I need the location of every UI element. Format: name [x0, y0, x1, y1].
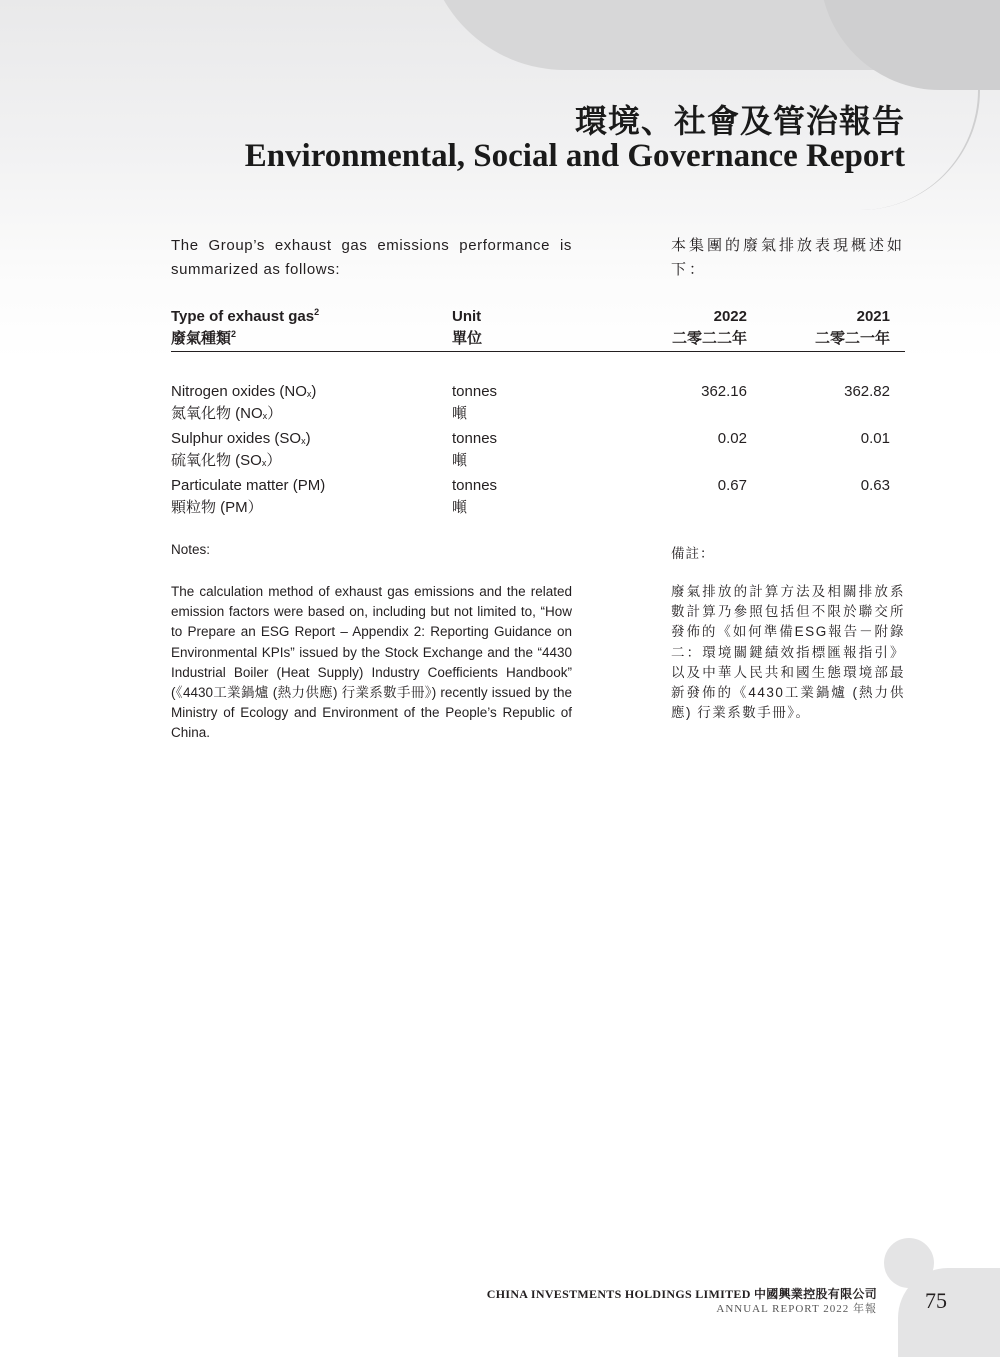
footnote-marker: 2 [314, 307, 320, 317]
footer-report-label: ANNUAL REPORT 2022 年報 [716, 1303, 877, 1315]
report-title-en: Environmental, Social and Governance Report [244, 138, 905, 174]
row-unit-zh: 噸 [452, 499, 468, 516]
exhaust-gas-table [171, 306, 905, 522]
row-unit-en: tonnes [452, 430, 498, 447]
table-row-nox [171, 381, 905, 428]
row-unit-cell [452, 475, 572, 519]
report-title-zh: 環境、社會及管治報告 [574, 102, 905, 140]
header-unit-cell [452, 306, 572, 350]
header-type-cell [171, 306, 441, 350]
header-2022-en: 2022 [713, 308, 747, 325]
row-type-cell [171, 381, 441, 425]
table-row-pm [171, 475, 905, 522]
row-unit-cell [452, 381, 572, 425]
row-name-en: Nitrogen oxides $(NO_x)$ [171, 383, 317, 400]
row-unit-zh: 噸 [452, 405, 468, 422]
header-2021-en: 2021 [856, 308, 890, 325]
footer-company-name: CHINA INVESTMENTS HOLDINGS LIMITED 中國興業控股有限公司 [486, 1287, 877, 1301]
table-row-sox [171, 428, 905, 475]
row-unit-cell [452, 428, 572, 472]
row-unit-en: tonnes [452, 477, 498, 494]
row-name-en: Particulate matter (PM) [171, 477, 326, 494]
row-type-cell [171, 475, 441, 519]
header-unit-zh: 單位 [452, 330, 483, 347]
note-text-en: The calculation method of exhaust gas emissions and the related emission factors were based on, including but not limited to, “How to Prepare an ESG Report – Appendix 2: Reporting Guidance on Environmental KPIs” issued by the Stock Exchange and the “4430 Industrial Boiler (Heat Supply) Industry Coefficients Handbook” (《4430工業鍋爐 (熱力供應) 行業系數手冊》) recently issued by the Ministry of Ecology and Environment of the People’s Republic of China. [171, 584, 572, 741]
row-name-en: Sulphur oxides $(SO_x)$ [171, 430, 311, 447]
intro-text-en: The Group’s exhaust gas emissions performance is summarized as follows: [171, 237, 572, 278]
row-type-cell [171, 428, 441, 472]
row-name-zh: 氮氧化物 $(NO_x)$ [171, 405, 283, 422]
row-value-2021: 0.01 [860, 430, 890, 447]
header-2021-cell [750, 306, 890, 350]
row-value-2022: 0.02 [717, 430, 747, 447]
header-2022-zh: 二零二二年 [671, 330, 747, 347]
table-body [171, 381, 905, 522]
row-name-zh: 硫氧化物 $(SO_x)$ [171, 452, 282, 469]
intro-text-zh: 本集團的廢氣排放表現概述如下： [671, 237, 906, 278]
header-type-en: Type of exhaust gas [171, 308, 315, 325]
footnote-marker-zh: 2 [231, 329, 237, 339]
note-text-zh: 廢氣排放的計算方法及相關排放系數計算乃參照包括但不限於聯交所發佈的《如何準備ESG報告－附錄二：環境關鍵績效指標匯報指引》以及中華人民共和國生態環境部最新發佈的《4430工業鍋爐 (熱力供應) 行業系數手冊》。 [671, 584, 905, 721]
row-unit-zh: 噸 [452, 452, 468, 469]
row-unit-en: tonnes [452, 383, 498, 400]
header-2021-zh: 二零二一年 [814, 330, 890, 347]
row-value-2021: 0.63 [860, 477, 890, 494]
table-header-row [171, 306, 905, 352]
header-2022-cell [607, 306, 747, 350]
notes-label-zh: 備註： [671, 546, 715, 561]
footer-decor-block [898, 1268, 1000, 1357]
row-name-zh: 顆粒物 (PM） [171, 499, 263, 516]
page-number: 75 [925, 1288, 947, 1313]
row-value-2022: 0.67 [717, 477, 747, 494]
header-unit-en: Unit [452, 308, 482, 325]
header-type-zh: 廢氣種類 [171, 330, 232, 347]
row-value-2021: 362.82 [844, 383, 890, 400]
row-value-2022: 362.16 [701, 383, 747, 400]
notes-label-en: Notes: [171, 542, 211, 557]
